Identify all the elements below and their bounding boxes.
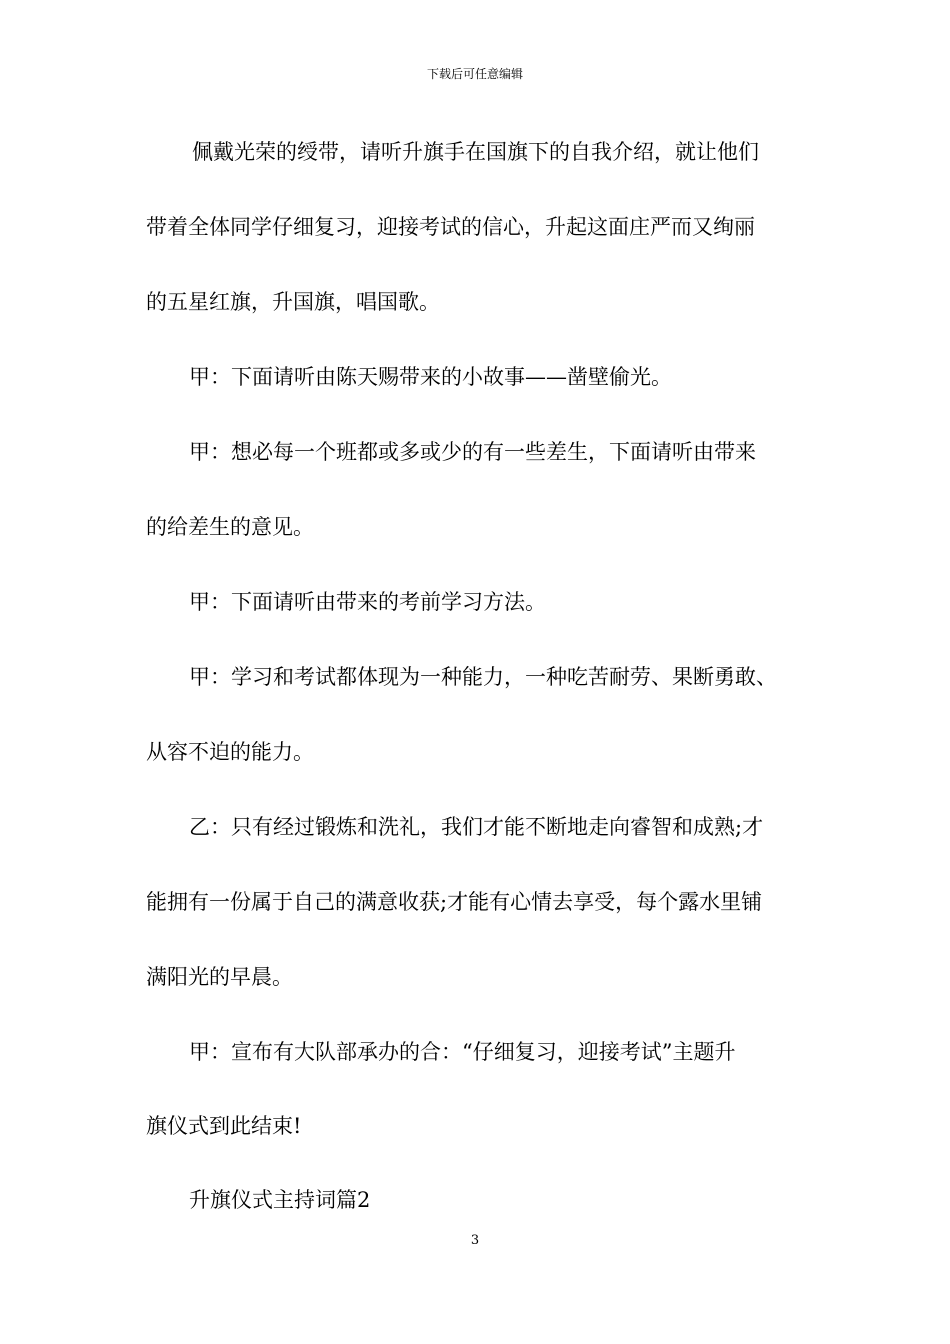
- text-line: 甲：学习和考试都体现为一种能力，一种吃苦耐劳、果断勇敢、: [189, 665, 777, 689]
- text-line: 带着全体同学仔细复习，迎接考试的信心，升起这面庄严而又绚丽: [146, 215, 755, 239]
- text-line: 佩戴光荣的绶带，请听升旗手在国旗下的自我介绍，就让他们: [192, 140, 759, 164]
- text-line: 的五星红旗，升国旗，唱国歌。: [146, 290, 440, 314]
- text-line: 乙：只有经过锻炼和洗礼，我们才能不断地走向睿智和成熟;才: [189, 815, 764, 839]
- page-number: 3: [470, 1233, 480, 1248]
- section-heading: 升旗仪式主持词篇2: [189, 1188, 371, 1212]
- page-header: 下载后可任意编辑: [426, 67, 523, 81]
- text-line: 的给差生的意见。: [146, 515, 314, 539]
- text-line: 甲：想必每一个班都或多或少的有一些差生，下面请听由带来: [189, 440, 756, 464]
- text-line: 能拥有一份属于自己的满意收获;才能有心情去享受，每个露水里铺: [146, 890, 763, 914]
- text-line: 甲：宣布有大队部承办的合：“仔细复习，迎接考试”主题升: [189, 1040, 736, 1064]
- text-line: 满阳光的早晨。: [146, 965, 293, 989]
- text-line: 甲：下面请听由带来的考前学习方法。: [189, 590, 546, 614]
- text-line: 从容不迫的能力。: [146, 740, 314, 764]
- text-line: 甲：下面请听由陈天赐带来的小故事——凿壁偷光。: [189, 365, 672, 389]
- text-line: 旗仪式到此结束!: [146, 1114, 302, 1138]
